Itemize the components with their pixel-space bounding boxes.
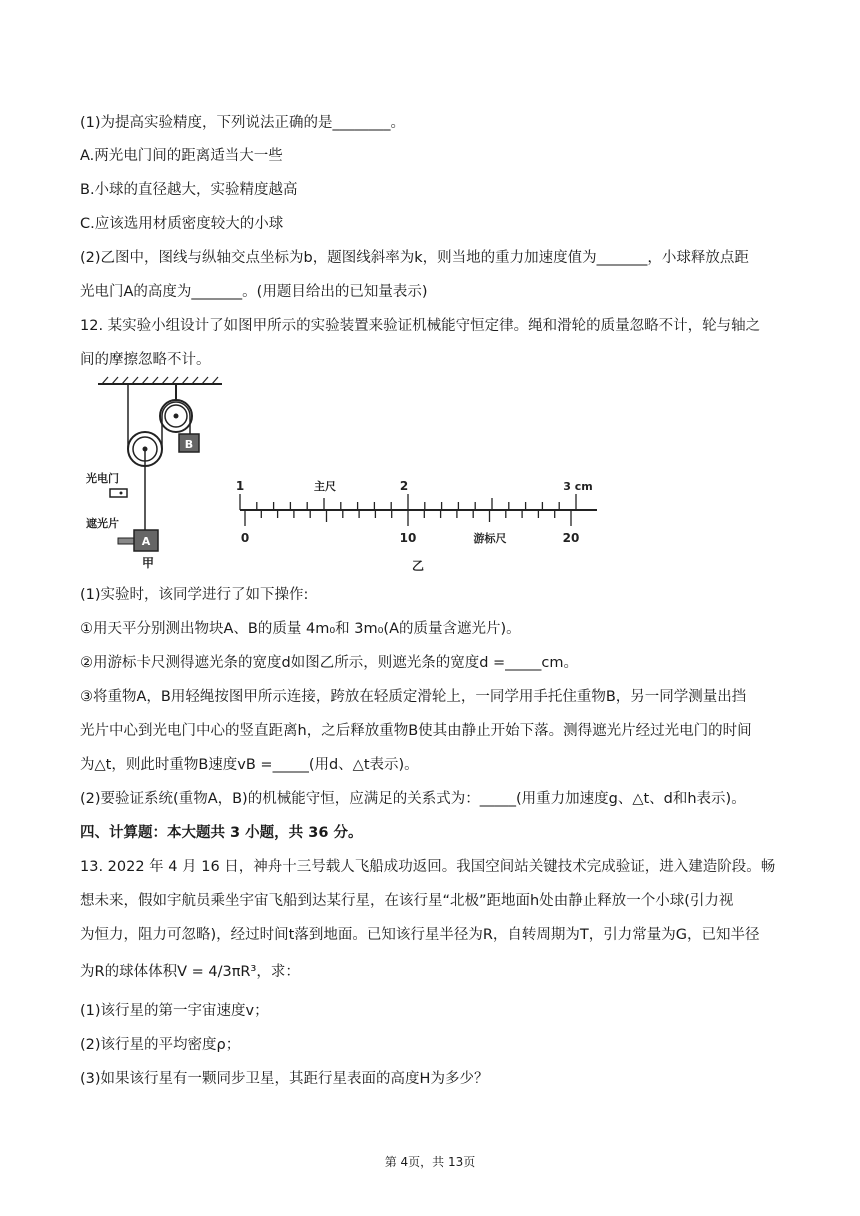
text-line: (3)如果该行星有一颗同步卫星，其距行星表面的高度H为多少？ bbox=[80, 1071, 489, 1087]
text-line: ②用游标卡尺测得遮光条的宽度d如图乙所示，则遮光条的宽度d =_____cm。 bbox=[80, 655, 579, 671]
text-line: (2)要验证系统(重物A，B)的机械能守恒，应满足的关系式为：_____(用重力加速度g、△t、d和h表示)。 bbox=[80, 791, 746, 807]
text-line: B.小球的直径越大，实验精度越高 bbox=[80, 182, 298, 198]
text-line: ③将重物A，B用轻绳按图甲所示连接，跨放在轻质定滑轮上，一同学用手托住重物B，另一同学测量出挡 bbox=[80, 689, 747, 705]
text-line: 为△t，则此时重物B速度vB =_____(用d、△t表示)。 bbox=[80, 757, 419, 773]
text-line: 为恒力，阻力可忽略)，经过时间t落到地面。已知该行星半径为R，自转周期为T，引力常量为G，已知半径 bbox=[80, 927, 760, 943]
text-line: (2)乙图中，图线与纵轴交点坐标为b，题图线斜率为k，则当地的重力加速度值为_______，小球释放点距 bbox=[80, 250, 749, 266]
text-line: (1)该行星的第一宇宙速度v； bbox=[80, 1003, 269, 1019]
main-scale-ticks bbox=[240, 494, 576, 510]
photogate-label: 光电门 bbox=[86, 472, 119, 485]
vernier-caliper bbox=[236, 479, 597, 545]
text-line: A.两光电门间的距离适当大一些 bbox=[80, 148, 283, 164]
shutter bbox=[118, 538, 134, 544]
ceiling-hatch bbox=[102, 377, 218, 384]
fig-b-caption: 乙 bbox=[411, 559, 425, 573]
text-line: (1)实验时，该同学进行了如下操作: bbox=[80, 587, 309, 603]
vernier-tick-0: 0 bbox=[240, 531, 250, 545]
main-scale-label: 主尺 bbox=[314, 480, 336, 493]
text-line: 13. 2022 年 4 月 16 日，神舟十三号载人飞船成功返回。我国空间站关键技术完成验证，进入建造阶段。畅 bbox=[80, 859, 776, 875]
main-tick-3: 3 cm bbox=[563, 480, 593, 493]
text-line: (2)该行星的平均密度ρ； bbox=[80, 1037, 241, 1053]
text-line: 间的摩擦忽略不计。 bbox=[80, 352, 211, 368]
text-line: 光电门A的高度为_______。(用题目给出的已知量表示) bbox=[80, 284, 428, 300]
text-line: 想未来，假如宇航员乘坐宇宙飞船到达某行星，在该行星“北极”距地面h处由静止释放一个小球(引力视 bbox=[80, 893, 734, 909]
page-footer: 第 4页，共 13页 bbox=[384, 1155, 476, 1169]
block-b-label: B bbox=[184, 438, 194, 451]
main-tick-2: 2 bbox=[399, 479, 409, 493]
experiment-figure bbox=[0, 376, 860, 596]
main-tick-1: 1 bbox=[235, 479, 245, 493]
shutter-label: 遮光片 bbox=[86, 517, 119, 530]
vernier-tick-10: 10 bbox=[399, 531, 417, 545]
fig-a-caption: 甲 bbox=[141, 556, 155, 570]
text-line: 12. 某实验小组设计了如图甲所示的实验装置来验证机械能守恒定律。绳和滑轮的质量忽略不计，轮与轴之 bbox=[80, 318, 761, 334]
block-a-label: A bbox=[141, 535, 151, 548]
photogate bbox=[110, 489, 127, 497]
text-line: 光片中心到光电门中心的竖直距离h，之后释放重物B使其由静止开始下落。测得遮光片经过光电门的时间 bbox=[80, 723, 752, 739]
text-line: (1)为提高实验精度，下列说法正确的是________。 bbox=[80, 115, 406, 131]
vernier-scale-label: 游标尺 bbox=[473, 532, 507, 545]
vernier-scale-ticks bbox=[245, 510, 571, 526]
text-line: 为R的球体体积V = 4/3πR³，求： bbox=[80, 964, 300, 980]
text-line: C.应该选用材质密度较大的小球 bbox=[80, 216, 284, 232]
text-line: ①用天平分别测出物块A、B的质量 4m₀和 3m₀(A的质量含遮光片)。 bbox=[80, 621, 521, 637]
text-line: 四、计算题：本大题共 3 小题，共 36 分。 bbox=[80, 825, 363, 841]
vernier-tick-20: 20 bbox=[562, 531, 580, 545]
